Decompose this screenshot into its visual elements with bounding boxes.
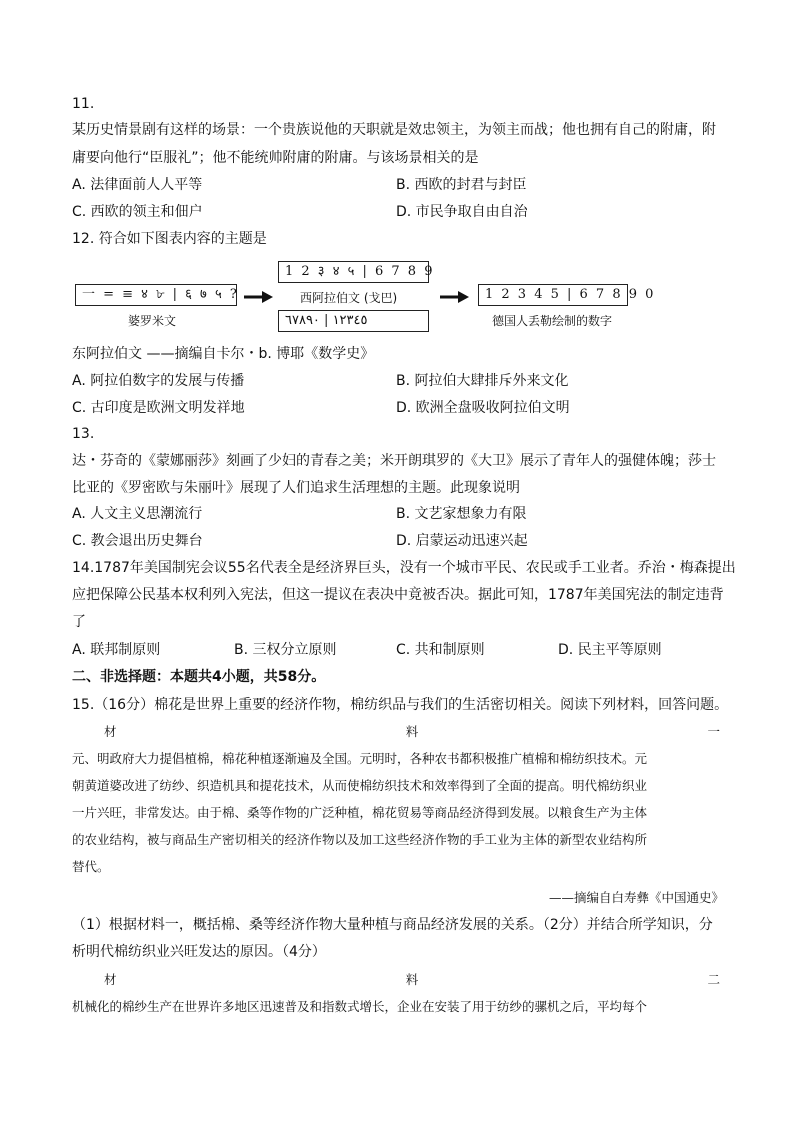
q14-stem-line2: 应把保障公民基本权利列入宪法，但这一提议在表决中竟被否决。据此可知，1787年美国宪法的制定违背 (72, 587, 724, 603)
durer-numerals-box (478, 284, 656, 306)
material-1-label: 材 料 一 (104, 724, 720, 739)
q11-number: 11. (72, 96, 95, 112)
brahmi-numerals: 一 = ≡ ४ ৮ | ६ ७ ५ ? (82, 287, 239, 302)
q15-sub1-line2: 析明代棉纺织业兴旺发达的原因。（4分） (72, 944, 326, 960)
q11-option-c: C. 西欧的领主和佃户 (72, 204, 203, 220)
q15-stem: 15.（16分）棉花是世界上重要的经济作物，棉纺织品与我们的生活密切相关。阅读下列材料，回答问题。 (72, 697, 729, 713)
q11-stem-line2: 庸要向他行“臣服礼”；他不能统帅附庸的附庸。与该场景相关的是 (72, 150, 479, 166)
q12-option-d: D. 欧洲全盘吸收阿拉伯文明 (396, 400, 570, 416)
q15-sub1-line1: （1）根据材料一，概括棉、桑等经济作物大量种植与商品经济发展的关系。（2分）并结合所学知识，分 (72, 917, 713, 933)
arrow-right-icon (440, 290, 470, 304)
q13-option-a: A. 人文主义思潮流行 (72, 506, 203, 522)
q13-option-b: B. 文艺家想象力有限 (396, 506, 527, 522)
material-1-line4: 的农业结构，被与商品生产密切相关的经济作物以及加工这些经济作物的手工业为主体的新型农业结构所 (72, 832, 648, 847)
material-1-line1: 元、明政府大力提倡植棉，棉花种植逐渐遍及全国。元明时，各种农书都积极推广植棉和棉纺织技术。元 (72, 751, 648, 766)
q11-option-a: A. 法律面前人人平等 (72, 177, 203, 193)
brahmi-numerals-box (75, 284, 237, 306)
durer-caption: 德国人丢勒绘制的数字 (492, 314, 613, 328)
section2-heading: 二、非选择题：本题共4小题，共58分。 (72, 669, 326, 685)
q13-number: 13. (72, 426, 95, 442)
q12-stem: 12. 符合如下图表内容的主题是 (72, 231, 267, 247)
east-arabic-numerals: ١٢٣٤٥ | ٦٧٨٩٠ (285, 313, 368, 328)
q14-option-a: A. 联邦制原则 (72, 642, 161, 658)
q14-option-d: D. 民主平等原则 (558, 642, 662, 658)
q11-option-b: B. 西欧的封君与封臣 (396, 177, 527, 193)
material-2-line1: 机械化的棉纱生产在世界许多地区迅速普及和指数式增长，企业在安装了用于纺纱的骡机之后，平均每个 (72, 999, 648, 1014)
material-1-line3: 一片兴旺，非常发达。由于棉、桑等作物的广泛种植，棉花贸易等商品经济得到发展。以粮食生产为主体 (72, 805, 648, 820)
east-arabic-numerals-box (278, 310, 429, 332)
west-arabic-caption: 西阿拉伯文 (戈巴) (300, 291, 398, 305)
q12-option-b: B. 阿拉伯大肆排斥外来文化 (396, 373, 569, 389)
q14-option-b: B. 三权分立原则 (234, 642, 337, 658)
q13-option-d: D. 启蒙运动迅速兴起 (396, 533, 528, 549)
q14-stem-line1: 14.1787年美国制宪会议55名代表全是经济界巨头，没有一个城市平民、农民或手工业者。乔治・梅森提出 (72, 560, 736, 576)
material-1-line5: 替代。 (72, 859, 110, 874)
west-arabic-numerals-box (278, 261, 435, 283)
q11-option-d: D. 市民争取自由自治 (396, 204, 528, 220)
arrow-right-icon (244, 290, 274, 304)
q12-source: 东阿拉伯文 ——摘编自卡尔・b. 博耶《数学史》 (72, 346, 375, 362)
q14-option-c: C. 共和制原则 (396, 642, 485, 658)
material-1-line2: 朝黄道婆改进了纺纱、织造机具和提花技术，从而使棉纺织技术和效率得到了全面的提高。明代棉纺织业 (72, 778, 648, 793)
q14-stem-line3: 了 (72, 614, 86, 630)
q11-stem-line1: 某历史情景剧有这样的场景：一个贵族说他的天职就是效忠领主，为领主而战；他也拥有自己的附庸，附 (72, 122, 716, 138)
q13-stem-line2: 比亚的《罗密欧与朱丽叶》展现了人们追求生活理想的主题。此现象说明 (72, 480, 520, 496)
q13-stem-line1: 达・芬奇的《蒙娜丽莎》刻画了少妇的青春之美；米开朗琪罗的《大卫》展示了青年人的强健体魄；莎士 (72, 453, 716, 469)
material-1-source: ——摘编自白寿彝《中国通史》 (548, 890, 724, 905)
durer-numerals: 1 2 3 4 5 | 6 7 8 9 0 (485, 287, 656, 302)
material-2-label: 材 料 二 (104, 972, 720, 987)
q12-option-c: C. 古印度是欧洲文明发祥地 (72, 400, 245, 416)
q13-option-c: C. 教会退出历史舞台 (72, 533, 203, 549)
q12-option-a: A. 阿拉伯数字的发展与传播 (72, 373, 245, 389)
west-arabic-numerals: 1 2 ३ ४ ५ | 6 7 8 9 (285, 264, 435, 279)
brahmi-caption: 婆罗米文 (128, 314, 177, 328)
